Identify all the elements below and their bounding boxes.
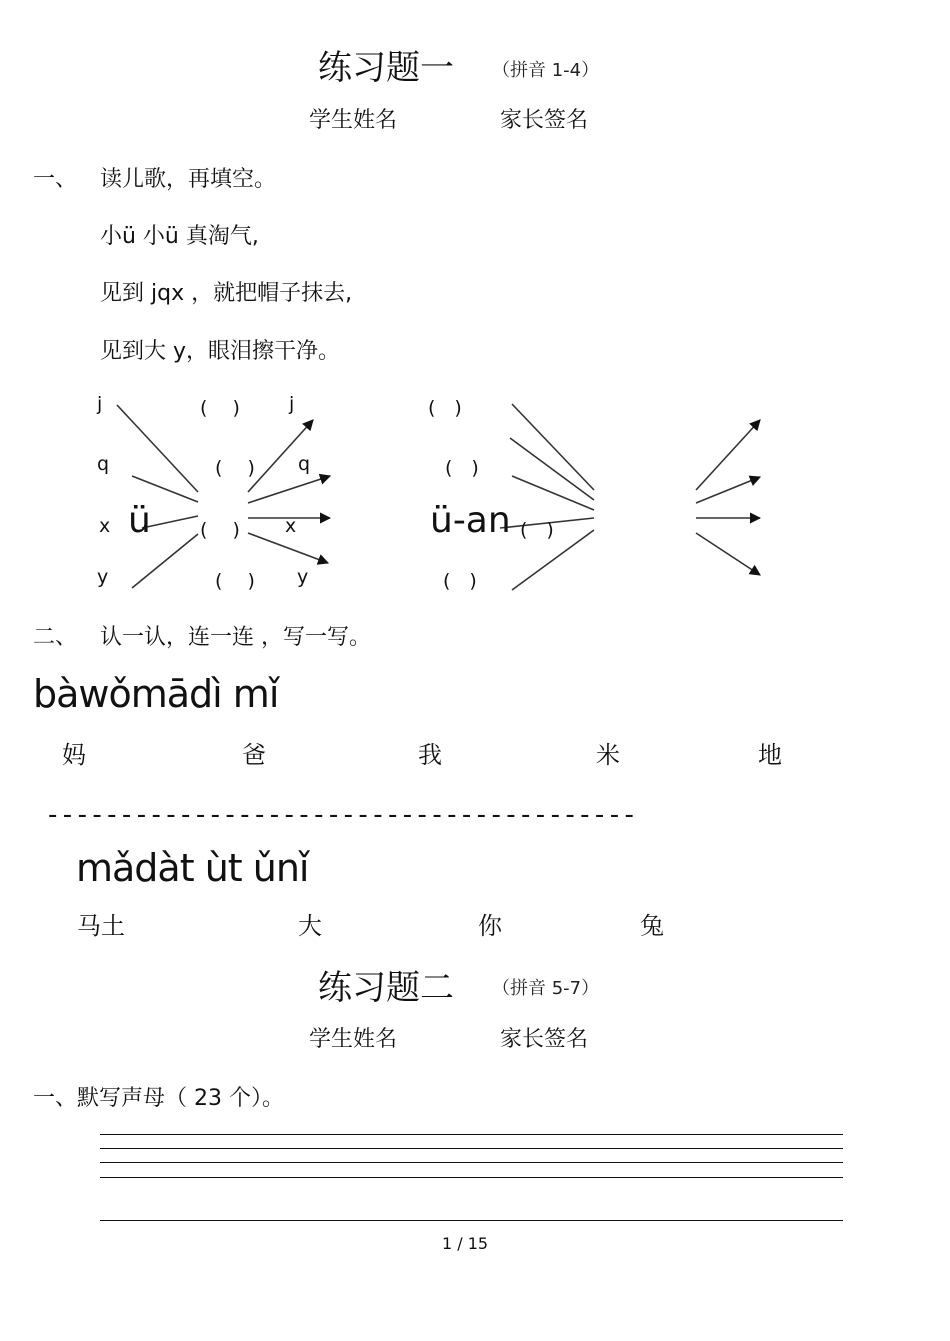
ex2-parent-signature-label: 家长签名 bbox=[500, 1027, 589, 1052]
ex2-student-name-label: 学生姓名 bbox=[309, 1027, 398, 1052]
arrow-line bbox=[248, 533, 328, 563]
ex1-title: 练习题一 bbox=[318, 48, 454, 88]
result-label-x: x bbox=[285, 515, 297, 537]
ex1-q1-prompt: 读儿歌，再填空。 bbox=[100, 167, 277, 192]
result-label-q: q bbox=[298, 453, 311, 475]
answer-bracket: ( ) bbox=[443, 570, 477, 592]
writing-line bbox=[100, 1162, 843, 1163]
connector-line bbox=[512, 476, 594, 510]
hanzi-item: 我 bbox=[418, 741, 442, 769]
answer-bracket: ( ) bbox=[215, 570, 255, 592]
pinyin-row-2: mǎdàt ùt ǔnǐ bbox=[76, 846, 309, 890]
dashed-divider: ---------------------------------------- bbox=[48, 800, 640, 830]
rhyme-line: 见到 jqx ，就把帽子抹去, bbox=[100, 281, 353, 306]
hanzi-item: 爸 bbox=[242, 741, 266, 769]
center-syllable-u-an: ü-an bbox=[430, 500, 511, 541]
arrow-line bbox=[696, 533, 760, 575]
rhyme-line: 小ü 小ü 真淘气, bbox=[100, 224, 259, 249]
page-number: 1 / 15 bbox=[442, 1234, 489, 1253]
hanzi-item: 兔 bbox=[640, 912, 664, 940]
center-vowel-u-umlaut: ü bbox=[128, 500, 151, 541]
connector-line bbox=[132, 534, 198, 588]
ex1-subtitle: （拼音 1-4） bbox=[492, 60, 600, 81]
rhyme-line: 见到大 y，眼泪擦干净。 bbox=[100, 339, 341, 364]
answer-bracket: ( ) bbox=[520, 519, 554, 541]
ex1-q2-number: 二、 bbox=[33, 625, 78, 650]
result-label-j: j bbox=[289, 393, 295, 415]
hanzi-item: 妈 bbox=[62, 741, 86, 769]
hanzi-item: 米 bbox=[596, 741, 620, 769]
ex1-student-name-label: 学生姓名 bbox=[309, 108, 398, 133]
ex1-q2-prompt: 认一认，连一连 ，写一写。 bbox=[100, 625, 371, 650]
ex1-q1-number: 一、 bbox=[33, 167, 78, 192]
hanzi-item: 你 bbox=[478, 912, 502, 940]
writing-line bbox=[100, 1220, 843, 1221]
answer-bracket: ( ) bbox=[200, 519, 240, 541]
ex1-parent-signature-label: 家长签名 bbox=[500, 108, 589, 133]
hanzi-item: 马土 bbox=[77, 912, 125, 940]
connector-line bbox=[512, 404, 594, 490]
initial-label-y: y bbox=[97, 566, 109, 588]
answer-bracket: ( ) bbox=[215, 457, 255, 479]
hanzi-item: 大 bbox=[298, 912, 322, 940]
answer-bracket: ( ) bbox=[428, 397, 462, 419]
initial-label-j: j bbox=[97, 393, 103, 415]
connector-line bbox=[510, 438, 594, 500]
ex2-q1-prompt: 一、默写声母（ 23 个）。 bbox=[33, 1086, 284, 1111]
ex2-subtitle: （拼音 5-7） bbox=[492, 978, 600, 999]
connector-line bbox=[117, 405, 198, 492]
pinyin-row-1: bàwǒmādì mǐ bbox=[33, 672, 279, 716]
answer-bracket: ( ) bbox=[445, 457, 479, 479]
arrow-line bbox=[696, 420, 760, 490]
writing-line bbox=[100, 1148, 843, 1149]
arrow-line bbox=[696, 477, 760, 503]
initial-label-q: q bbox=[97, 453, 110, 475]
result-label-y: y bbox=[297, 566, 309, 588]
initial-label-x: x bbox=[99, 515, 111, 537]
arrow-line bbox=[248, 476, 330, 503]
writing-line bbox=[100, 1177, 843, 1178]
connector-line bbox=[132, 476, 198, 502]
writing-line bbox=[100, 1134, 843, 1135]
hanzi-item: 地 bbox=[758, 741, 782, 769]
answer-bracket: ( ) bbox=[200, 397, 240, 419]
ex2-title: 练习题二 bbox=[318, 968, 454, 1008]
